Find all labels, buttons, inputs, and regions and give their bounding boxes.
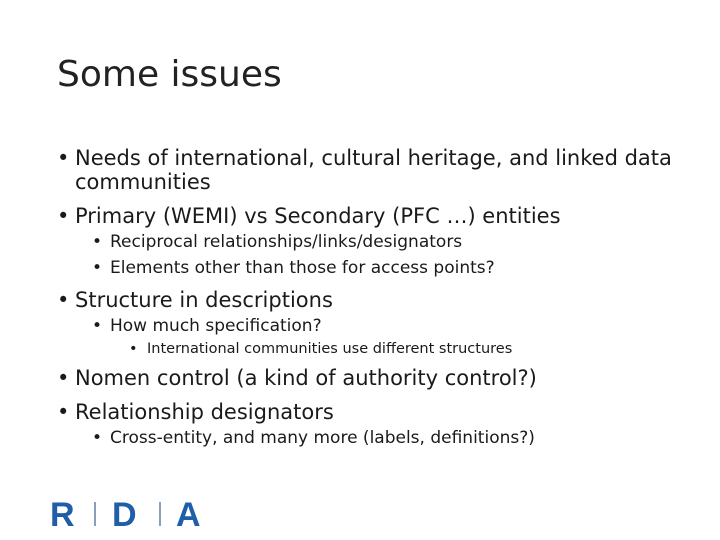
- bullet-marker: •: [57, 366, 70, 390]
- bullet-item: [57, 428, 677, 448]
- bullet-text: Cross-entity, and many more (labels, definitions?): [110, 428, 535, 448]
- bullet-marker: •: [92, 316, 103, 336]
- bullet-marker: •: [92, 428, 103, 448]
- bullet-list: [57, 146, 677, 448]
- bullet-text: How much specification?: [110, 316, 322, 336]
- bullet-item: [57, 204, 677, 228]
- bullet-item: [57, 400, 677, 424]
- bullet-text: Nomen control (a kind of authority control?): [75, 366, 537, 390]
- bullet-item: [57, 146, 677, 194]
- bullet-marker: •: [92, 258, 103, 278]
- bullet-marker: •: [57, 288, 70, 312]
- bullet-text: Structure in descriptions: [75, 288, 333, 312]
- bullet-item: [57, 258, 677, 278]
- bullet-marker: •: [57, 146, 70, 170]
- bullet-text: International communities use different structures: [147, 341, 513, 357]
- logo-letter-a: A: [176, 496, 201, 530]
- bullet-item: [57, 232, 677, 252]
- bullet-text: Needs of international, cultural heritage, and linked data communities: [75, 146, 672, 194]
- bullet-marker: •: [57, 400, 70, 424]
- bullet-item: [57, 366, 677, 390]
- bullet-marker: •: [129, 341, 138, 357]
- bullet-text: Reciprocal relationships/links/designators: [110, 232, 463, 252]
- bullet-text: Relationship designators: [75, 400, 334, 424]
- bullet-marker: •: [57, 204, 70, 228]
- bullet-marker: •: [92, 232, 103, 252]
- bullet-text: Primary (WEMI) vs Secondary (PFC …) entities: [75, 204, 561, 228]
- slide-title: Some issues: [57, 54, 282, 95]
- bullet-item: [57, 288, 677, 312]
- bullet-item: [57, 316, 677, 336]
- logo-letter-d: D: [112, 496, 137, 530]
- logo-letter-r: R: [50, 496, 75, 530]
- rda-logo: [50, 496, 220, 530]
- bullet-item: [57, 340, 677, 358]
- bullet-text: Elements other than those for access points?: [110, 258, 495, 278]
